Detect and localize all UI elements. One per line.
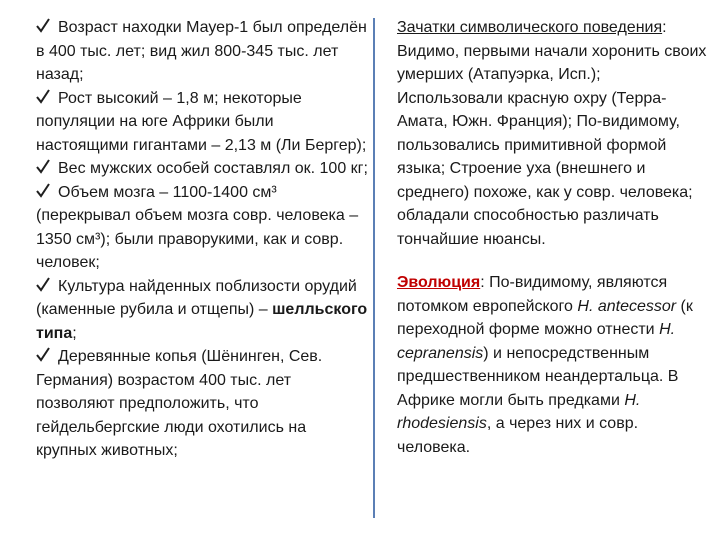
checkmark-icon <box>36 183 50 198</box>
bullet-item <box>36 16 368 87</box>
symbolic-text: : Видимо, первыми начали хоронить своих умерших (Атапуэрка, Исп.); Использовали красную охру (Терра-Амата, Южн. Франция); По-видимому, пользовались примитивной формой языка; Строение уха (внешнего и среднего) похоже, как у совр. человека; обладали способностью различать тончайшие нюансы. <box>397 19 707 248</box>
column-divider <box>373 18 375 518</box>
evolution-text-4: , а через них и совр. человека. <box>397 415 639 456</box>
right-column <box>397 16 709 459</box>
symbolic-heading: Зачатки символического поведения <box>397 19 663 36</box>
bullet-text: Объем мозга – 1100-1400 см³ (перекрывал объем мозга совр. человека – 1350 см³); были праворукими, как и совр. человек; <box>36 183 359 271</box>
evolution-paragraph <box>397 271 709 459</box>
culture-text: Культура найденных поблизости орудий (каменные рубила и отщепы) – <box>36 277 357 318</box>
evolution-heading: Эволюция <box>397 274 481 291</box>
checkmark-icon <box>36 89 50 104</box>
evolution-text-3: ) и непосредственным предшественником неандертальца. В Африке могли быть предками <box>397 344 679 409</box>
checkmark-icon <box>36 159 50 174</box>
species-antecessor: H. antecessor <box>577 297 677 315</box>
bullet-item <box>36 345 368 463</box>
bullet-text: Рост высокий – 1,8 м; некоторые популяции на юге Африки были настоящими гигантами – 2,13 м (Ли Бергер); <box>36 89 367 154</box>
bullet-text: Вес мужских особей составлял ок. 100 кг; <box>58 160 368 177</box>
paragraph-gap <box>397 251 709 271</box>
bullet-item <box>36 157 368 181</box>
bullet-item-culture <box>36 275 368 346</box>
bullet-item <box>36 87 368 158</box>
checkmark-icon <box>36 277 50 292</box>
bullet-text: Возраст находки Мауер-1 был определён в 400 тыс. лет; вид жил 800-345 тыс. лет назад; <box>36 19 367 83</box>
evolution-text-1: : По-видимому, являются потомком европейского <box>397 274 668 315</box>
species-rhodesiensis: H. rhodesiensis <box>397 391 641 432</box>
bullet-text: Деревянные копья (Шёнинген, Сев. Германия) возрастом 400 тыс. лет позволяют предположить, что гейдельбергские люди охотились на крупных животных; <box>36 348 323 459</box>
species-cepranensis: H. cepranensis <box>397 321 676 362</box>
checkmark-icon <box>36 18 50 33</box>
left-column <box>36 16 368 463</box>
culture-type: шелльского типа <box>36 301 368 342</box>
checkmark-icon <box>36 347 50 362</box>
culture-end: ; <box>72 324 77 342</box>
evolution-text-2: (к переходной форме можно отнести <box>397 297 693 338</box>
symbolic-behavior-paragraph <box>397 16 709 251</box>
bullet-item <box>36 181 368 275</box>
